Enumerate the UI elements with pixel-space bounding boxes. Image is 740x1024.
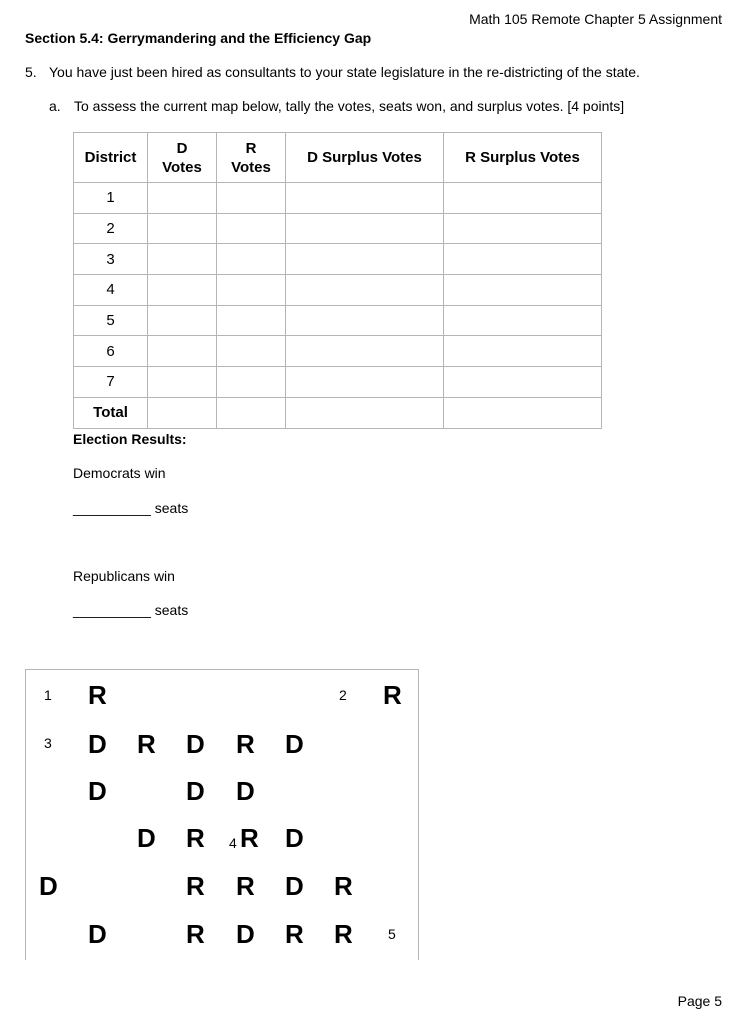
r-votes-cell[interactable]	[217, 244, 286, 275]
d-surplus-cell[interactable]	[286, 244, 444, 275]
table-row	[74, 336, 602, 367]
table-row	[74, 213, 602, 244]
course-header: Math 105 Remote Chapter 5 Assignment	[469, 11, 722, 27]
r-votes-cell[interactable]	[217, 183, 286, 214]
r-votes-cell[interactable]	[217, 213, 286, 244]
vote-cell: D	[137, 823, 156, 853]
header-d-votes: D Votes	[148, 133, 217, 183]
table-row	[74, 305, 602, 336]
subpart-label: a.	[49, 98, 61, 114]
vote-cell: R	[285, 919, 304, 949]
d-surplus-cell[interactable]	[286, 367, 444, 398]
district-number: 1	[44, 687, 52, 703]
r-surplus-cell[interactable]	[444, 367, 602, 398]
republicans-win-label: Republicans win	[73, 568, 175, 584]
r-surplus-cell[interactable]	[444, 213, 602, 244]
vote-cell: D	[186, 729, 205, 759]
header-district: District	[74, 133, 148, 183]
table-row	[74, 244, 602, 275]
question-number: 5.	[25, 64, 37, 80]
header-r-votes: R Votes	[217, 133, 286, 183]
vote-cell: R	[334, 871, 353, 901]
subpart-text: To assess the current map below, tally the votes, seats won, and surplus votes. [4 points]	[74, 98, 625, 114]
district-number: 2	[339, 687, 347, 703]
subpart-a	[49, 98, 624, 114]
row-label: 5	[74, 305, 148, 336]
row-label: 6	[74, 336, 148, 367]
table-row	[74, 367, 602, 398]
district-map	[25, 669, 419, 960]
r-votes-cell[interactable]	[217, 367, 286, 398]
democrats-win-label: Democrats win	[73, 465, 166, 481]
d-surplus-cell[interactable]	[286, 336, 444, 367]
vote-cell: D	[88, 919, 107, 949]
vote-cell: D	[285, 871, 304, 901]
question-text: You have just been hired as consultants to your state legislature in the re-districting of the state.	[49, 64, 640, 80]
table-row-total	[74, 397, 602, 428]
vote-cell: R	[383, 680, 402, 710]
section-title: Section 5.4: Gerrymandering and the Efficiency Gap	[25, 30, 372, 46]
r-surplus-cell[interactable]	[444, 397, 602, 428]
r-votes-cell[interactable]	[217, 336, 286, 367]
d-surplus-cell[interactable]	[286, 183, 444, 214]
r-surplus-cell[interactable]	[444, 183, 602, 214]
r-surplus-cell[interactable]	[444, 336, 602, 367]
district-number: 4	[229, 835, 237, 851]
row-label: 3	[74, 244, 148, 275]
district-number: 5	[388, 926, 396, 942]
d-votes-cell[interactable]	[148, 183, 217, 214]
vote-cell: D	[88, 729, 107, 759]
democrats-seats-blank[interactable]: __________ seats	[73, 500, 189, 516]
row-label: 4	[74, 275, 148, 306]
vote-cell: D	[186, 776, 205, 806]
election-results-title: Election Results:	[73, 431, 187, 447]
d-votes-cell[interactable]	[148, 336, 217, 367]
vote-cell: R	[334, 919, 353, 949]
vote-cell: D	[236, 919, 255, 949]
d-votes-cell[interactable]	[148, 397, 217, 428]
republicans-seats-blank[interactable]: __________ seats	[73, 602, 189, 618]
d-surplus-cell[interactable]	[286, 213, 444, 244]
vote-cell: D	[39, 871, 58, 901]
d-votes-cell[interactable]	[148, 213, 217, 244]
row-label: 1	[74, 183, 148, 214]
vote-cell: R	[186, 919, 205, 949]
row-label: 7	[74, 367, 148, 398]
d-surplus-cell[interactable]	[286, 397, 444, 428]
vote-cell: R	[240, 823, 259, 853]
d-votes-cell[interactable]	[148, 305, 217, 336]
header-d-surplus: D Surplus Votes	[286, 133, 444, 183]
vote-cell: D	[88, 776, 107, 806]
d-surplus-cell[interactable]	[286, 305, 444, 336]
vote-cell: D	[285, 729, 304, 759]
r-votes-cell[interactable]	[217, 275, 286, 306]
vote-cell: R	[236, 871, 255, 901]
r-surplus-cell[interactable]	[444, 244, 602, 275]
table-row	[74, 183, 602, 214]
vote-cell: R	[137, 729, 156, 759]
header-r-surplus: R Surplus Votes	[444, 133, 602, 183]
r-votes-cell[interactable]	[217, 397, 286, 428]
vote-cell: R	[186, 823, 205, 853]
d-votes-cell[interactable]	[148, 367, 217, 398]
vote-cell: D	[236, 776, 255, 806]
table-header-row	[74, 133, 602, 183]
vote-cell: R	[88, 680, 107, 710]
d-surplus-cell[interactable]	[286, 275, 444, 306]
district-number: 3	[44, 735, 52, 751]
question-5	[25, 64, 640, 80]
r-surplus-cell[interactable]	[444, 275, 602, 306]
row-label: Total	[74, 397, 148, 428]
row-label: 2	[74, 213, 148, 244]
d-votes-cell[interactable]	[148, 275, 217, 306]
r-surplus-cell[interactable]	[444, 305, 602, 336]
table-row	[74, 275, 602, 306]
vote-cell: R	[186, 871, 205, 901]
vote-cell: R	[236, 729, 255, 759]
page-number: Page 5	[677, 993, 722, 1009]
tally-table	[73, 132, 602, 429]
d-votes-cell[interactable]	[148, 244, 217, 275]
r-votes-cell[interactable]	[217, 305, 286, 336]
vote-cell: D	[285, 823, 304, 853]
